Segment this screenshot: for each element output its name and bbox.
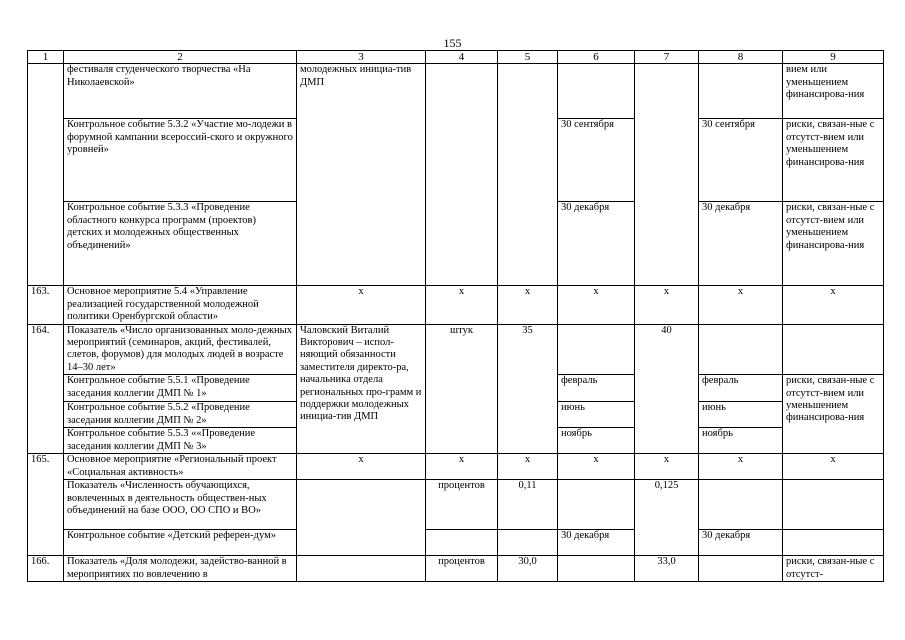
unit-cell [426, 530, 498, 556]
risk-cell: риски, связан-ные с отсутст-вием или уменьшением финансирова-ния [783, 375, 884, 454]
row-number-cell [28, 64, 64, 286]
value-cell [498, 64, 558, 286]
risk-cell [783, 480, 884, 530]
plan-table [27, 50, 884, 582]
row-description: Контрольное событие 5.5.3 ««Проведение заседания коллегии ДМП № 3» [64, 428, 297, 454]
date-cell: 30 декабря [699, 202, 783, 286]
risk-cell: риски, связан-ные с отсутст- [783, 556, 884, 582]
row-number-cell: 165. [28, 454, 64, 556]
table-row [28, 556, 884, 582]
column-header: 4 [426, 51, 498, 64]
x-mark: x [783, 286, 884, 324]
date-cell: 30 сентября [699, 119, 783, 202]
x-mark: x [558, 286, 635, 324]
risk-cell [783, 530, 884, 556]
x-mark: x [783, 454, 884, 480]
column-header: 6 [558, 51, 635, 64]
value-cell: 30,0 [498, 556, 558, 582]
unit-cell: процентов [426, 480, 498, 530]
x-mark: x [558, 454, 635, 480]
date-cell: февраль [699, 375, 783, 402]
table-row [28, 530, 884, 556]
row-description: фестиваля студенческого творчества «На Николаевской» [64, 64, 297, 119]
value-cell: 40 [635, 324, 699, 454]
row-description: Основное мероприятие 5.4 «Управление реализацией государственной молодежной политики Оренбургской области» [64, 286, 297, 324]
x-mark: x [635, 286, 699, 324]
x-mark: x [297, 286, 426, 324]
table-row [28, 64, 884, 119]
column-header: 9 [783, 51, 884, 64]
responsible-cell: Чаловский Виталий Викторович – испол-няющий обязанности заместителя директо-ра, начальника отдела региональных про-грамм и поддержки молодежных инициа-тив ДМП [297, 324, 426, 454]
date-cell: июнь [558, 402, 635, 428]
x-mark: x [426, 286, 498, 324]
x-mark: x [498, 454, 558, 480]
column-header: 3 [297, 51, 426, 64]
row-number-cell: 163. [28, 286, 64, 324]
date-cell: ноябрь [558, 428, 635, 454]
row-number-cell: 166. [28, 556, 64, 582]
table-row [28, 286, 884, 324]
date-cell [699, 480, 783, 530]
row-number-cell: 164. [28, 324, 64, 454]
date-cell [558, 324, 635, 375]
risk-cell [783, 324, 884, 375]
row-description: Контрольное событие 5.3.2 «Участие мо-лодежи в форумной кампании всероссий-ского и окружного уровней» [64, 119, 297, 202]
x-mark: x [699, 454, 783, 480]
risk-cell: риски, связан-ные с отсутст-вием или уменьшением финансирова-ния [783, 202, 884, 286]
value-cell [635, 64, 699, 286]
value-cell: 0,11 [498, 480, 558, 530]
date-cell [558, 480, 635, 530]
date-cell: 30 сентября [558, 119, 635, 202]
date-cell [558, 556, 635, 582]
responsible-cell [297, 480, 426, 556]
x-mark: x [426, 454, 498, 480]
risk-cell: риски, связан-ные с отсутст-вием или уменьшением финансирова-ния [783, 119, 884, 202]
unit-cell: штук [426, 324, 498, 454]
x-mark: x [498, 286, 558, 324]
date-cell: ноябрь [699, 428, 783, 454]
row-description: Показатель «Численность обучающихся, вовлеченных в деятельность обществен-ных объединений на базе ООО, ОО СПО и ВО» [64, 480, 297, 530]
value-cell: 33,0 [635, 556, 699, 582]
column-header: 2 [64, 51, 297, 64]
date-cell [558, 64, 635, 119]
value-cell: 0,125 [635, 480, 699, 556]
date-cell: 30 декабря [558, 530, 635, 556]
date-cell: июнь [699, 402, 783, 428]
date-cell [699, 64, 783, 119]
table-row [28, 324, 884, 375]
row-description: Контрольное событие 5.5.2 «Проведение заседания коллегии ДМП № 2» [64, 402, 297, 428]
row-description: Контрольное событие 5.5.1 «Проведение заседания коллегии ДМП № 1» [64, 375, 297, 402]
column-header: 8 [699, 51, 783, 64]
responsible-cell: молодежных инициа-тив ДМП [297, 64, 426, 286]
column-number-row [28, 51, 884, 64]
row-description: Контрольное событие 5.3.3 «Проведение областного конкурса программ (проектов) детских и молодежных общественных объединений» [64, 202, 297, 286]
column-header: 7 [635, 51, 699, 64]
row-description: Контрольное событие «Детский референ-дум» [64, 530, 297, 556]
responsible-cell [297, 556, 426, 582]
page-number: 155 [443, 36, 462, 50]
x-mark: x [699, 286, 783, 324]
value-cell [498, 530, 558, 556]
table-row [28, 454, 884, 480]
risk-cell: вием или уменьшением финансирова-ния [783, 64, 884, 119]
date-cell: февраль [558, 375, 635, 402]
column-header: 5 [498, 51, 558, 64]
unit-cell: процентов [426, 556, 498, 582]
row-description: Основное мероприятие «Региональный проект «Социальная активность» [64, 454, 297, 480]
x-mark: x [635, 454, 699, 480]
date-cell: 30 декабря [558, 202, 635, 286]
table-row [28, 480, 884, 530]
date-cell: 30 декабря [699, 530, 783, 556]
row-description: Показатель «Число организованных моло-дежных мероприятий (семинаров, акций, фестивалей, слетов, форумов) для молодых людей в возрасте 14–30 лет» [64, 324, 297, 375]
column-header: 1 [28, 51, 64, 64]
unit-cell [426, 64, 498, 286]
x-mark: x [297, 454, 426, 480]
row-description: Показатель «Доля молодежи, задейство-ванной в мероприятиях по вовлечению в [64, 556, 297, 582]
value-cell: 35 [498, 324, 558, 454]
date-cell [699, 556, 783, 582]
date-cell [699, 324, 783, 375]
